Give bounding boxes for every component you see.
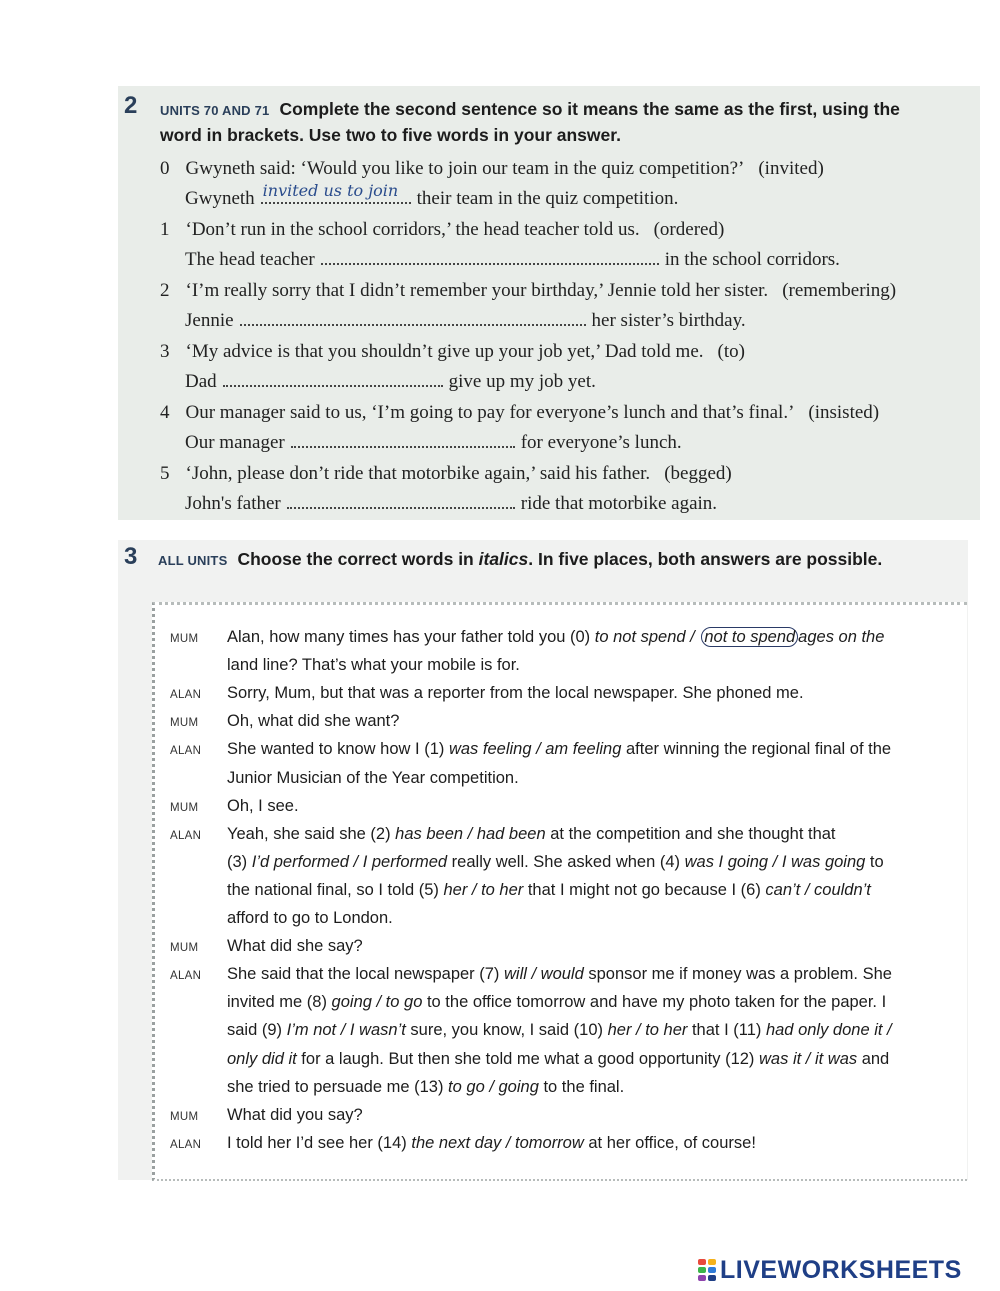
dialogue-line [227,825,836,844]
dialogue-text: Oh, I see. [227,796,299,815]
answer-suffix: ride that motorbike again. [520,493,718,514]
answer-prefix: Jennie [185,310,234,331]
question-number: 5 [160,463,170,484]
question-sentence [160,402,879,424]
logo-square [708,1267,716,1273]
logo-text: LIVEWORKSHEETS [720,1255,962,1284]
answer-choice[interactable]: her / to her [443,880,524,899]
question-sentence [160,158,824,180]
question-text: Our manager said to us, ‘I’m going to pay for everyone’s lunch and that’s final.’ [185,402,795,423]
dialogue-text: She said that the local newspaper (7) [227,965,504,984]
dialogue-line [227,769,519,788]
dialogue-text: after winning the regional final of the [621,740,892,759]
dialogue-line [227,937,363,956]
answer-suffix: her sister’s birthday. [591,310,746,331]
answer-blank[interactable] [291,433,515,448]
answer-choice[interactable]: ages on the [798,628,885,646]
speaker-label: ALAN [170,829,202,842]
question-keyword: (ordered) [653,219,725,240]
liveworksheets-logo [698,1256,962,1284]
dialogue-text: said (9) [227,1021,287,1040]
speaker-label: MUM [170,633,199,645]
dialogue-text: to the office tomorrow and have my photo taken for the paper. I [422,993,887,1012]
answer-choice[interactable]: only did it [227,1049,297,1068]
answer-sentence [185,371,596,393]
answer-choice[interactable]: going / to go [331,993,423,1012]
exercise-2-units: UNITS 70 AND 71 [160,103,270,118]
speaker-label: ALAN [170,1138,202,1151]
dialogue-line [227,1106,363,1125]
speaker-label: ALAN [170,689,202,702]
question-keyword: (invited) [758,158,824,179]
question-text: Gwyneth said: ‘Would you like to join our team in the quiz competition?’ [185,158,745,179]
dialogue-text: Junior Musician of the Year competition. [227,768,519,787]
question-text: ‘My advice is that you shouldn’t give up your job yet,’ Dad told me. [185,341,704,362]
dialogue-text: and [857,1049,890,1068]
dialogue-text: at the competition and she thought that [545,824,836,843]
circled-answer[interactable]: not to spend [701,627,798,647]
question-text: ‘I’m really sorry that I didn’t remember your birthday,’ Jennie told her sister. [185,280,769,301]
exercise-3-units: ALL UNITS [158,553,228,568]
speaker-label: MUM [170,1110,199,1123]
dialogue-text: What did you say? [227,1105,363,1124]
dialogue-text: afford to go to London. [227,909,393,927]
answer-suffix: for everyone’s lunch. [520,432,682,453]
dialogue-text: I told her I’d see her (14) [227,1133,412,1152]
answer-choice[interactable]: I’d performed / I performed [251,852,448,871]
dialogue-line [227,1021,892,1040]
answer-suffix: give up my job yet. [448,371,596,392]
answer-choice[interactable]: has been / had been [395,824,546,843]
answer-choice[interactable]: was I going / I was going [684,852,866,871]
answer-prefix: Dad [185,371,217,392]
dialogue-text: at her office, of course! [583,1133,756,1152]
dialogue-line [227,965,892,984]
dialogue-line [227,881,871,900]
dialogue-text: Yeah, she said she (2) [227,824,396,843]
exercise-3-number: 3 [124,543,138,570]
dialogue-line [227,993,886,1012]
answer-choice[interactable]: her / to her [607,1021,688,1040]
answer-blank[interactable] [240,311,586,326]
answer-prefix: John's father [185,493,281,514]
dialogue-line [227,1078,624,1097]
dialogue-line [227,656,520,675]
logo-icon [698,1259,716,1281]
answer-blank[interactable] [321,250,659,265]
logo-square [698,1275,706,1281]
dialogue-text: sponsor me if money was a problem. She [583,965,892,984]
dialogue-text: to [865,852,884,871]
dialogue-text: Oh, what did she want? [227,712,400,731]
dialogue-line [227,712,399,731]
answer-prefix: The head teacher [185,249,315,270]
speaker-label: ALAN [170,745,202,758]
answer-suffix: in the school corridors. [664,249,840,270]
question-sentence [160,219,724,241]
answer-sentence [185,432,682,454]
question-number: 1 [160,219,170,240]
answer-choice[interactable]: had only done it / [765,1021,892,1040]
question-number: 2 [160,280,170,301]
answer-blank[interactable] [223,372,443,387]
dialogue-text: Sorry, Mum, but that was a reporter from the local newspaper. She phoned me. [227,684,804,703]
dialogue-text: sure, you know, I said (10) [405,1021,608,1040]
dialogue-text: she tried to persuade me (13) [227,1077,449,1096]
logo-square [698,1267,706,1273]
answer-prefix: Gwyneth [185,188,255,209]
answer-prefix: Our manager [185,432,285,453]
answer-sentence [185,249,840,271]
dialogue-line [227,853,884,872]
dialogue-line [227,684,804,703]
answer-choice[interactable]: I’m not / I wasn’t [286,1021,406,1040]
dialogue-line [227,1050,889,1069]
dialogue-line [227,797,299,816]
answer-blank[interactable] [287,494,515,509]
question-keyword: (insisted) [808,402,880,423]
exercise-2-panel [118,86,980,520]
speaker-label: MUM [170,942,199,955]
answer-choice[interactable]: was feeling / am feeling [448,740,622,759]
answer-sentence [185,310,746,332]
speaker-label: ALAN [170,970,202,983]
question-sentence [160,280,896,302]
question-sentence [160,463,732,485]
answer-blank[interactable] [261,181,411,204]
question-number: 4 [160,402,170,423]
question-number: 0 [160,158,170,179]
dialogue-text: What did she say? [227,937,363,956]
handwritten-answer: invited us to join [262,181,399,200]
logo-square [698,1259,706,1265]
answer-choice[interactable]: to go / going [448,1077,539,1096]
exercise-3-instruction: ALL UNITS Choose the correct words in italics. In five places, both answers are possible. [158,549,883,569]
question-sentence [160,341,745,363]
dialogue-line [227,1134,756,1153]
question-keyword: (remembering) [782,280,897,301]
dialogue-text: land line? That’s what your mobile is for. [227,656,520,675]
dialogue-text: the national final, so I told (5) [227,880,444,899]
dialogue-line [227,740,891,759]
answer-choice[interactable]: was it / it was [759,1049,858,1068]
exercise-2-number: 2 [124,92,138,119]
question-keyword: (begged) [664,463,732,484]
dialogue-text: for a laugh. But then she told me what a good opportunity (12) [296,1049,760,1068]
question-text: ‘John, please don’t ride that motorbike again,’ said his father. [185,463,651,484]
dialogue-line [227,909,393,928]
answer-sentence [185,181,679,210]
question-number: 3 [160,341,170,362]
dialogue-text: that I (11) [687,1021,766,1040]
dialogue-text: that I might not go because I (6) [523,880,766,899]
answer-choice[interactable]: the next day / tomorrow [411,1133,584,1152]
dialogue-text: She wanted to know how I (1) [227,740,449,759]
dialogue-text: (3) [227,852,252,871]
answer-choice[interactable]: will / would [504,965,584,984]
speaker-label: MUM [170,801,199,814]
question-text: ‘Don’t run in the school corridors,’ the head teacher told us. [185,219,640,240]
dialogue-text: to the final. [538,1077,625,1096]
logo-square [708,1259,716,1265]
answer-sentence [185,493,717,515]
question-keyword: (to) [717,341,745,362]
dialogue-line [227,628,884,647]
logo-square [708,1275,716,1281]
answer-suffix: their team in the quiz competition. [416,188,679,209]
dialogue-text: Alan, how many times has your father told you (0) [227,628,595,646]
dialogue-text: really well. She asked when (4) [447,852,685,871]
speaker-label: MUM [170,717,199,730]
answer-choice[interactable]: to not spend / [594,628,700,646]
answer-choice[interactable]: can’t / couldn’t [765,880,871,899]
dialogue-text: invited me (8) [227,993,332,1012]
exercise-2-instruction: UNITS 70 AND 71 Complete the second sentence so it means the same as the first, using the word in brackets. Use two to five words in your answer. [160,99,900,145]
